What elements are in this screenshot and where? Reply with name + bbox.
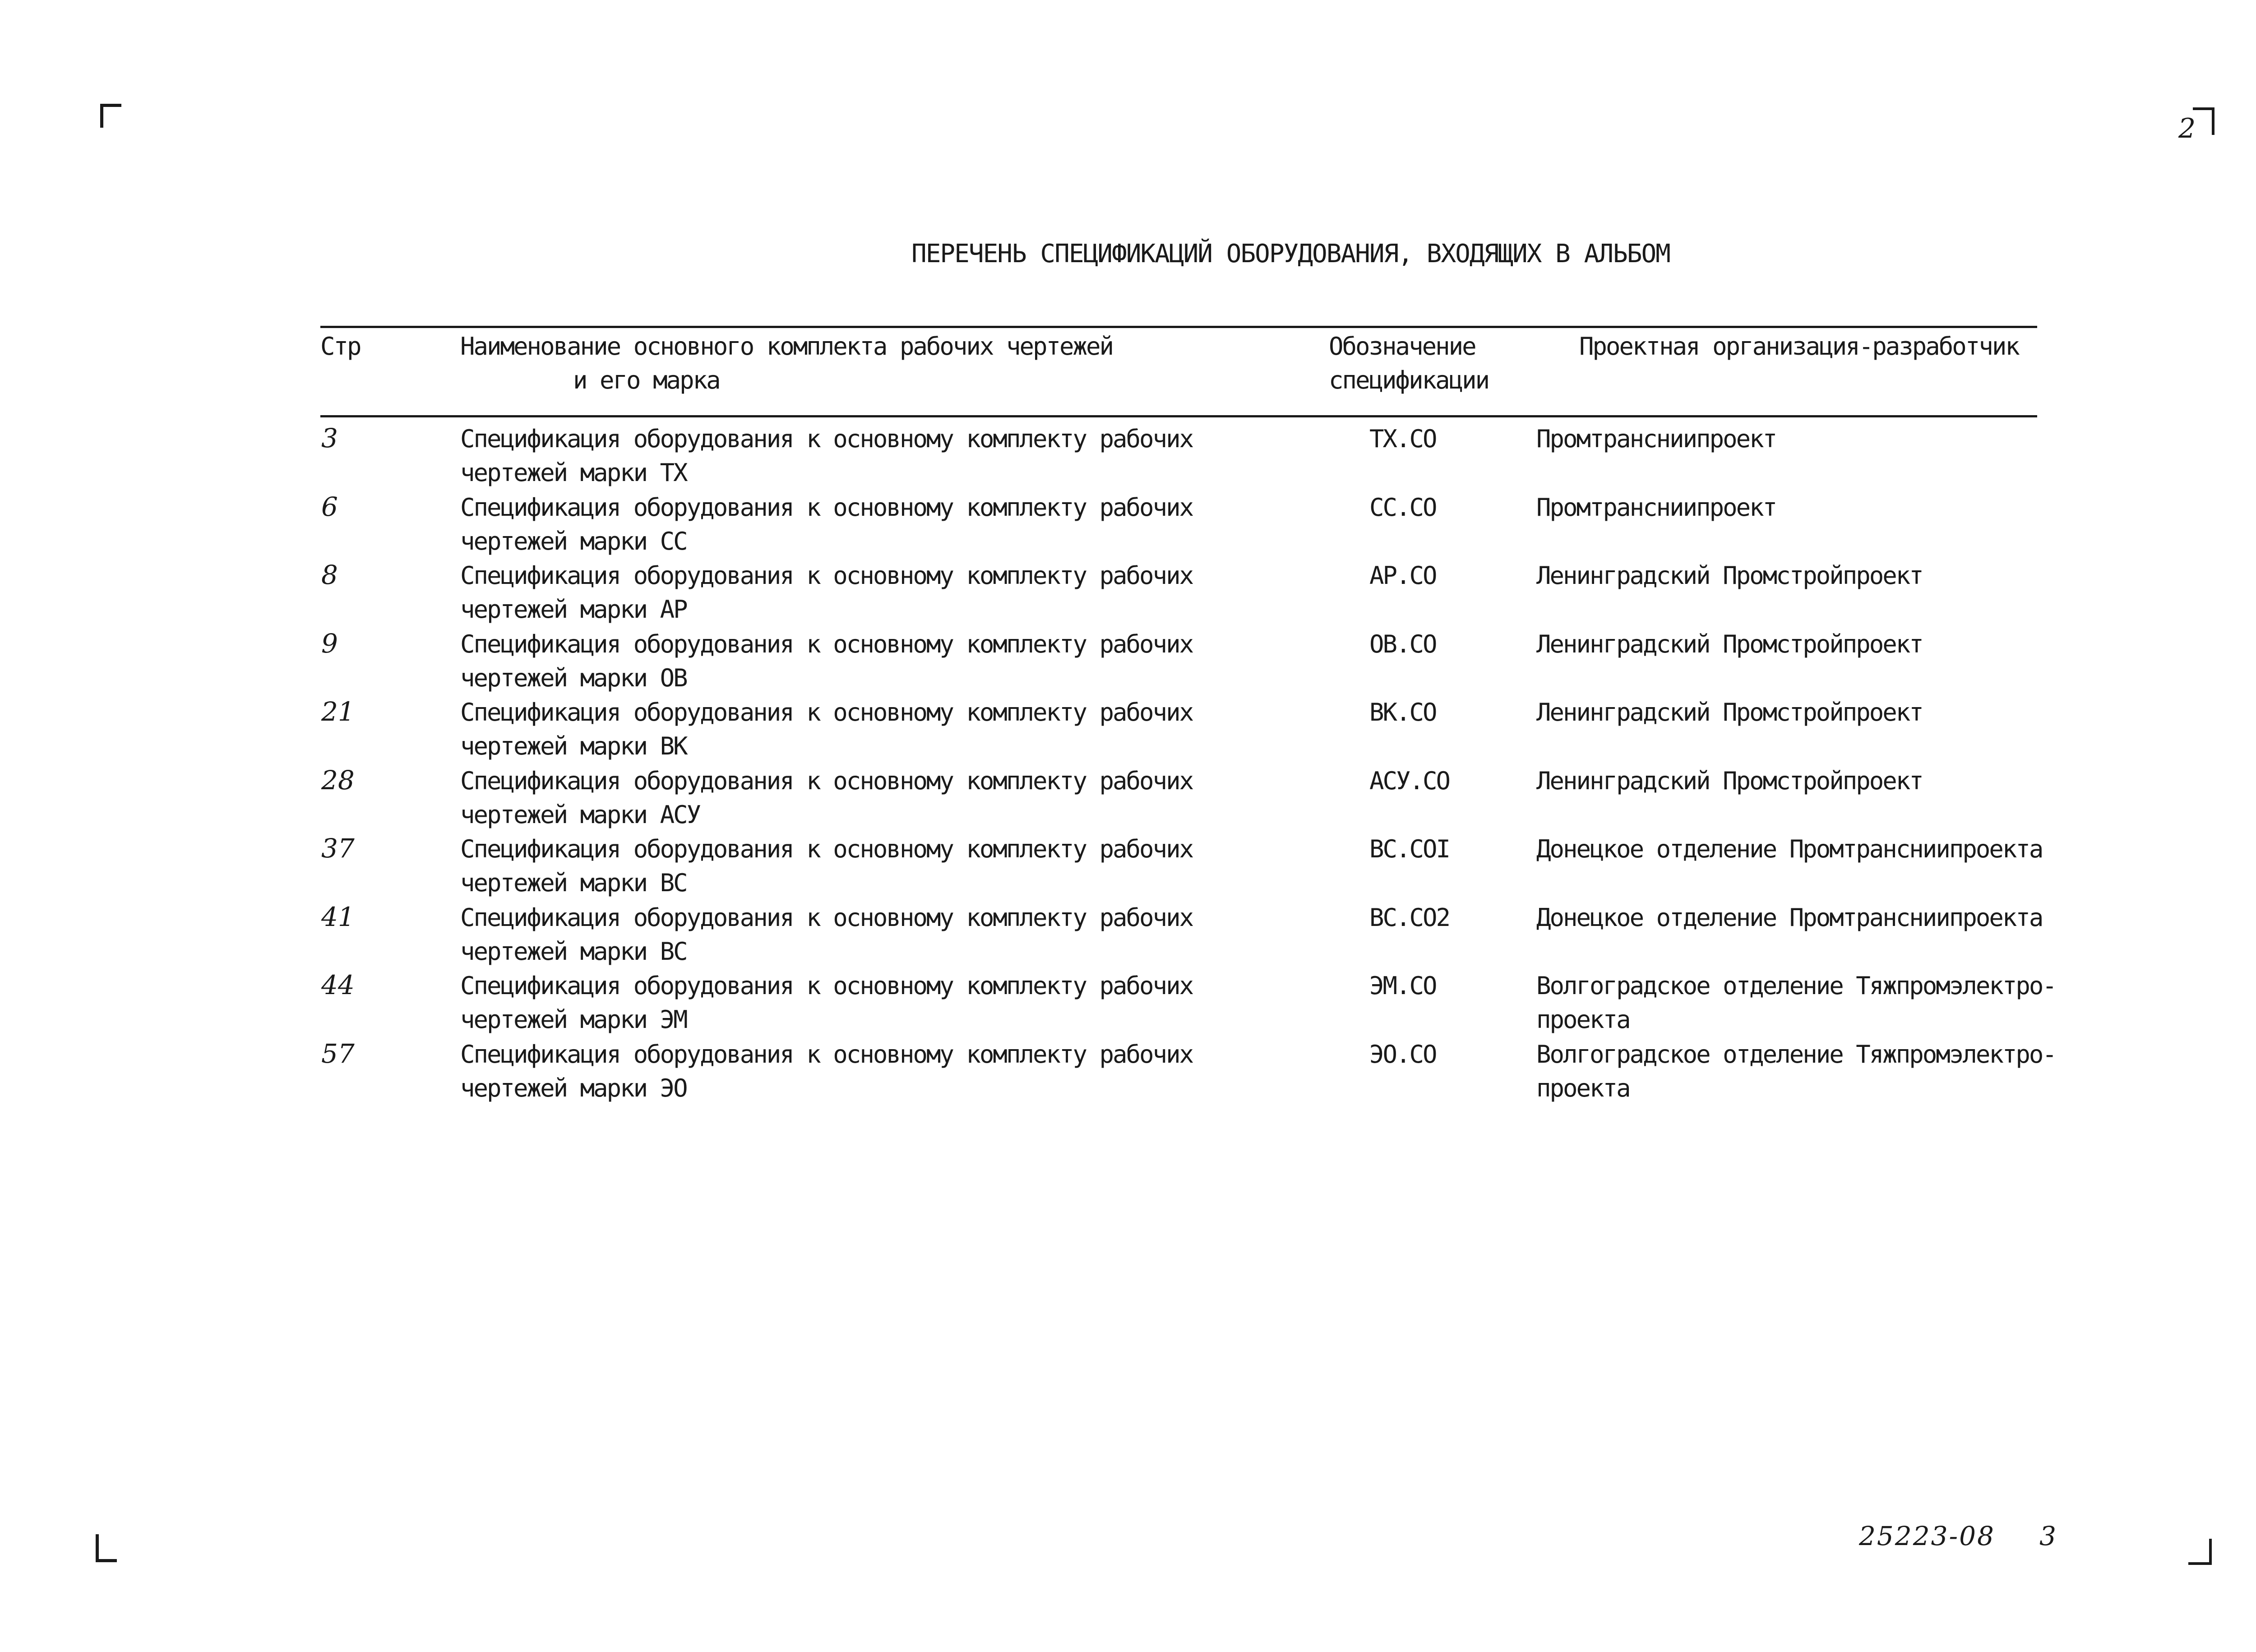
table-top-rule — [320, 326, 2037, 328]
row-name-line1: Спецификация оборудования к основному комплекту рабочих — [460, 835, 1193, 863]
row-name-line1: Спецификация оборудования к основному комплекту рабочих — [460, 698, 1193, 727]
corner-mark-top-right — [2193, 107, 2214, 135]
row-page-number: 21 — [321, 696, 355, 727]
header-name-col-line2: и его марка — [573, 366, 720, 394]
row-name-line1: Спецификация оборудования к основному комплекту рабочих — [460, 425, 1193, 453]
row-org-line1: Ленинградский Промстройпроект — [1536, 630, 1923, 658]
row-name-line1: Спецификация оборудования к основному комплекту рабочих — [460, 903, 1193, 932]
row-name-line2: чертежей марки ОВ — [460, 664, 687, 692]
row-designation: ЭМ.СО — [1369, 972, 1436, 1000]
row-name-line2: чертежей марки ВК — [460, 732, 687, 760]
page-title: ПЕРЕЧЕНЬ СПЕЦИФИКАЦИЙ ОБОРУДОВАНИЯ, ВХОДЯЩИХ В АЛЬБОМ — [911, 239, 1670, 268]
row-designation: ТХ.СО — [1369, 425, 1436, 453]
row-designation: ВК.СО — [1369, 698, 1436, 727]
row-name-line2: чертежей марки АР — [460, 595, 687, 624]
header-page-col: Стр — [320, 332, 361, 361]
document-code: 25223-08 — [1859, 1521, 1995, 1551]
row-org-line1: Донецкое отделение Промтрансниипроекта — [1536, 835, 2043, 863]
row-designation: ВС.СОI — [1369, 835, 1450, 863]
row-name-line1: Спецификация оборудования к основному комплекту рабочих — [460, 493, 1193, 522]
page-number: 2 — [2178, 113, 2196, 144]
row-page-number: 3 — [321, 423, 338, 453]
row-org-line2: проекта — [1536, 1074, 1630, 1102]
row-name-line2: чертежей марки ВС — [460, 869, 687, 897]
row-org-line1: Ленинградский Промстройпроект — [1536, 698, 1923, 727]
row-designation: ОВ.СО — [1369, 630, 1436, 658]
header-name-col-line1: Наименование основного комплекта рабочих чертежей — [460, 332, 1113, 361]
row-org-line1: Промтрансниипроект — [1536, 425, 1776, 453]
row-org-line1: Волгоградское отделение Тяжпромэлектро- — [1536, 1040, 2056, 1069]
row-name-line1: Спецификация оборудования к основному комплекту рабочих — [460, 1040, 1193, 1069]
row-name-line1: Спецификация оборудования к основному комплекту рабочих — [460, 630, 1193, 658]
row-page-number: 37 — [321, 833, 355, 864]
row-page-number: 28 — [321, 765, 355, 796]
row-page-number: 57 — [321, 1038, 355, 1069]
corner-mark-bottom-left — [96, 1534, 117, 1562]
row-org-line1: Донецкое отделение Промтрансниипроекта — [1536, 903, 2043, 932]
table-header-rule — [320, 415, 2037, 417]
row-name-line1: Спецификация оборудования к основному комплекту рабочих — [460, 767, 1193, 795]
row-name-line2: чертежей марки ЭО — [460, 1074, 687, 1102]
row-name-line2: чертежей марки АСУ — [460, 801, 700, 829]
row-name-line2: чертежей марки ТХ — [460, 458, 687, 487]
corner-mark-top-left — [100, 104, 121, 128]
row-page-number: 9 — [321, 628, 338, 659]
header-designation-col-line2: спецификации — [1329, 366, 1489, 394]
row-designation: СС.СО — [1369, 493, 1436, 522]
row-org-line2: проекта — [1536, 1005, 1630, 1034]
row-designation: ВС.СО2 — [1369, 903, 1450, 932]
row-name-line1: Спецификация оборудования к основному комплекту рабочих — [460, 972, 1193, 1000]
row-org-line1: Промтрансниипроект — [1536, 493, 1776, 522]
row-name-line2: чертежей марки СС — [460, 527, 687, 555]
row-page-number: 8 — [321, 560, 338, 590]
row-name-line2: чертежей марки ВС — [460, 937, 687, 966]
row-name-line2: чертежей марки ЭМ — [460, 1005, 687, 1034]
row-page-number: 6 — [321, 491, 338, 522]
header-designation-col-line1: Обозначение — [1329, 332, 1475, 361]
row-page-number: 41 — [321, 902, 355, 932]
row-org-line1: Ленинградский Промстройпроект — [1536, 767, 1923, 795]
header-org-col: Проектная организация-разработчик — [1579, 332, 2019, 361]
row-page-number: 44 — [321, 970, 355, 1000]
row-designation: АСУ.СО — [1369, 767, 1450, 795]
corner-mark-bottom-right — [2188, 1539, 2212, 1565]
row-designation: АР.СО — [1369, 561, 1436, 590]
row-org-line1: Волгоградское отделение Тяжпромэлектро- — [1536, 972, 2056, 1000]
sheet-number: 3 — [2039, 1521, 2056, 1551]
row-name-line1: Спецификация оборудования к основному комплекту рабочих — [460, 561, 1193, 590]
row-org-line1: Ленинградский Промстройпроект — [1536, 561, 1923, 590]
row-designation: ЭО.СО — [1369, 1040, 1436, 1069]
